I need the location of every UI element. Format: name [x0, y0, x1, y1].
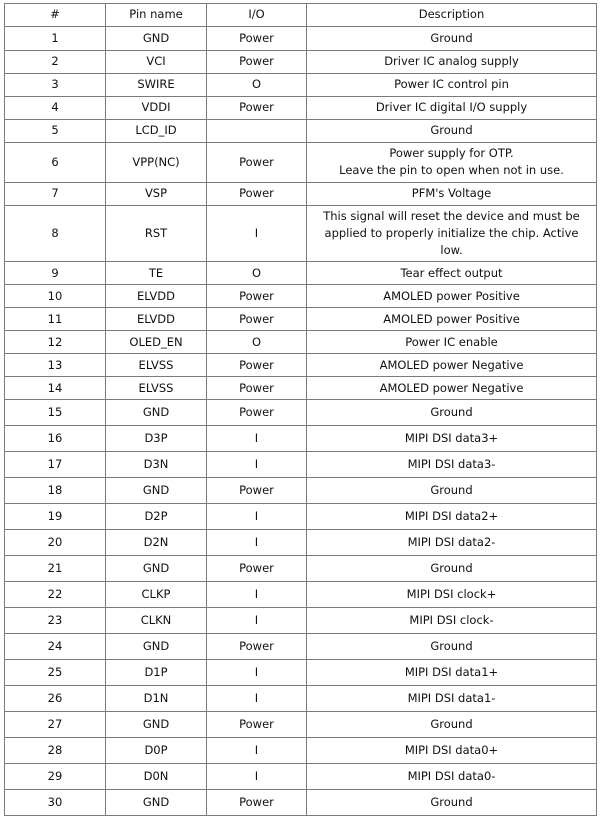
pin-number: 25 [5, 660, 106, 686]
pin-number: 16 [5, 426, 106, 452]
pin-name: D0N [106, 764, 207, 790]
pin-io: Power [207, 143, 307, 183]
pin-number: 12 [5, 331, 106, 354]
pin-description: Ground [307, 712, 597, 738]
table-row [5, 74, 597, 97]
pin-number: 23 [5, 608, 106, 634]
pin-description: MIPI DSI data2+ [307, 504, 597, 530]
pin-number: 24 [5, 634, 106, 660]
pin-io: Power [207, 285, 307, 308]
pin-number: 26 [5, 686, 106, 712]
pin-name: VSP [106, 182, 207, 205]
pin-description: Ground [307, 400, 597, 426]
pin-number: 4 [5, 97, 106, 120]
pin-name: GND [106, 478, 207, 504]
table-row [5, 764, 597, 790]
pin-name: D2N [106, 530, 207, 556]
pin-description: MIPI DSI clock- [307, 608, 597, 634]
pin-io: I [207, 504, 307, 530]
pin-io: I [207, 530, 307, 556]
pin-number: 20 [5, 530, 106, 556]
pin-io: Power [207, 712, 307, 738]
pin-io: I [207, 608, 307, 634]
pin-description: Tear effect output [307, 262, 597, 285]
pin-io: I [207, 660, 307, 686]
pin-number: 5 [5, 120, 106, 143]
pin-io: I [207, 426, 307, 452]
pin-description: MIPI DSI clock+ [307, 582, 597, 608]
table-body [5, 27, 597, 816]
pin-number: 2 [5, 51, 106, 74]
table-row [5, 556, 597, 582]
pin-io: O [207, 262, 307, 285]
pin-name: D3N [106, 452, 207, 478]
pin-name: D1P [106, 660, 207, 686]
pin-description: PFM's Voltage [307, 182, 597, 205]
pin-description: AMOLED power Negative [307, 354, 597, 377]
pin-name: ELVDD [106, 285, 207, 308]
pin-name: ELVSS [106, 377, 207, 400]
table-row [5, 634, 597, 660]
table-row [5, 712, 597, 738]
table-row [5, 504, 597, 530]
table-row [5, 660, 597, 686]
table-row [5, 354, 597, 377]
table-header-row [5, 4, 597, 27]
table-row [5, 262, 597, 285]
pin-description: AMOLED power Negative [307, 377, 597, 400]
table-row [5, 582, 597, 608]
pin-io: Power [207, 400, 307, 426]
pin-description: MIPI DSI data2- [307, 530, 597, 556]
table-row [5, 790, 597, 816]
table-row [5, 97, 597, 120]
pin-name: RST [106, 205, 207, 262]
pin-number: 10 [5, 285, 106, 308]
pin-number: 8 [5, 205, 106, 262]
pin-name: OLED_EN [106, 331, 207, 354]
pin-number: 6 [5, 143, 106, 183]
pin-io: Power [207, 478, 307, 504]
pin-name: VPP(NC) [106, 143, 207, 183]
pin-description: AMOLED power Positive [307, 285, 597, 308]
pin-io: Power [207, 308, 307, 331]
pin-name: GND [106, 634, 207, 660]
pin-description: Ground [307, 790, 597, 816]
pin-number: 11 [5, 308, 106, 331]
pin-number: 28 [5, 738, 106, 764]
pin-io: Power [207, 377, 307, 400]
pin-description: Ground [307, 120, 597, 143]
pin-description: Ground [307, 478, 597, 504]
pin-io [207, 120, 307, 143]
pin-number: 18 [5, 478, 106, 504]
pin-io: Power [207, 27, 307, 51]
pin-name: ELVSS [106, 354, 207, 377]
pin-name: CLKP [106, 582, 207, 608]
pin-name: LCD_ID [106, 120, 207, 143]
pin-description: Driver IC digital I/O supply [307, 97, 597, 120]
table-row [5, 285, 597, 308]
pin-io: I [207, 582, 307, 608]
pin-description: MIPI DSI data3+ [307, 426, 597, 452]
pin-io: Power [207, 182, 307, 205]
pin-name: TE [106, 262, 207, 285]
pin-description: Power IC control pin [307, 74, 597, 97]
table-row [5, 400, 597, 426]
pin-name: SWIRE [106, 74, 207, 97]
pin-number: 21 [5, 556, 106, 582]
pin-number: 17 [5, 452, 106, 478]
pin-number: 27 [5, 712, 106, 738]
table-row [5, 478, 597, 504]
pin-description: Ground [307, 27, 597, 51]
table-row [5, 308, 597, 331]
pin-description: MIPI DSI data0- [307, 764, 597, 790]
pin-description: Driver IC analog supply [307, 51, 597, 74]
pin-name: D2P [106, 504, 207, 530]
pin-name: GND [106, 790, 207, 816]
table-row [5, 143, 597, 183]
table-row [5, 51, 597, 74]
pin-description: MIPI DSI data3- [307, 452, 597, 478]
pin-io: I [207, 452, 307, 478]
pin-description: This signal will reset the device and must be applied to properly initialize the chip. Active low. [307, 205, 597, 262]
table-row [5, 331, 597, 354]
pin-number: 7 [5, 182, 106, 205]
pin-name: ELVDD [106, 308, 207, 331]
pin-number: 30 [5, 790, 106, 816]
pin-name: GND [106, 556, 207, 582]
pin-number: 19 [5, 504, 106, 530]
pin-name: VDDI [106, 97, 207, 120]
pin-name: GND [106, 400, 207, 426]
pin-io: Power [207, 97, 307, 120]
table-row [5, 205, 597, 262]
pin-number: 1 [5, 27, 106, 51]
pin-name: D0P [106, 738, 207, 764]
table-row [5, 530, 597, 556]
pin-io: I [207, 764, 307, 790]
pin-io: I [207, 686, 307, 712]
pin-name: D3P [106, 426, 207, 452]
pin-name: VCI [106, 51, 207, 74]
pin-definition-table [4, 3, 597, 816]
pin-name: GND [106, 27, 207, 51]
table-row [5, 608, 597, 634]
pin-io: Power [207, 790, 307, 816]
pin-number: 9 [5, 262, 106, 285]
pin-description: Ground [307, 634, 597, 660]
pin-name: CLKN [106, 608, 207, 634]
pin-io: Power [207, 354, 307, 377]
column-header-pin-name: Pin name [106, 4, 207, 27]
pin-io: I [207, 738, 307, 764]
pin-description: MIPI DSI data0+ [307, 738, 597, 764]
pin-number: 29 [5, 764, 106, 790]
pin-description: MIPI DSI data1+ [307, 660, 597, 686]
pin-description: AMOLED power Positive [307, 308, 597, 331]
pin-io: O [207, 331, 307, 354]
pin-description: Power IC enable [307, 331, 597, 354]
pin-number: 15 [5, 400, 106, 426]
column-header-number: # [5, 4, 106, 27]
pin-number: 3 [5, 74, 106, 97]
pin-io: O [207, 74, 307, 97]
column-header-description: Description [307, 4, 597, 27]
pin-number: 14 [5, 377, 106, 400]
pin-number: 22 [5, 582, 106, 608]
table-row [5, 27, 597, 51]
pin-description: Power supply for OTP. Leave the pin to open when not in use. [307, 143, 597, 183]
column-header-io: I/O [207, 4, 307, 27]
pin-io: I [207, 205, 307, 262]
pin-description: MIPI DSI data1- [307, 686, 597, 712]
pin-name: GND [106, 712, 207, 738]
table-row [5, 182, 597, 205]
table-row [5, 120, 597, 143]
pin-name: D1N [106, 686, 207, 712]
table-row [5, 426, 597, 452]
table-row [5, 738, 597, 764]
pin-io: Power [207, 556, 307, 582]
pin-description: Ground [307, 556, 597, 582]
table-row [5, 452, 597, 478]
table-row [5, 686, 597, 712]
pin-io: Power [207, 51, 307, 74]
table-row [5, 377, 597, 400]
pin-number: 13 [5, 354, 106, 377]
pin-io: Power [207, 634, 307, 660]
